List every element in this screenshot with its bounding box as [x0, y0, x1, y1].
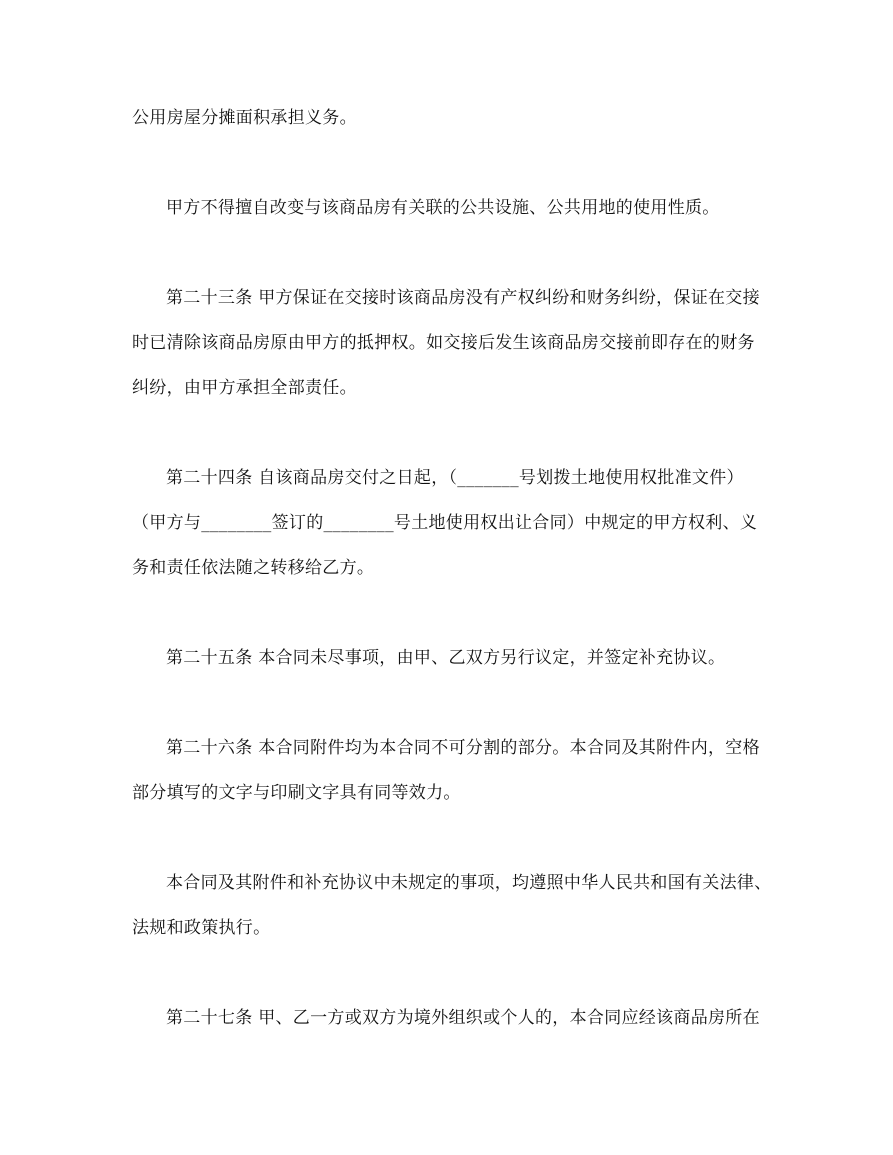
text-line: 甲方不得擅自改变与该商品房有关联的公共设施、公共用地的使用性质。 [166, 198, 720, 218]
text-line: 法规和政策执行。 [132, 918, 271, 938]
text-line: 第二十六条 本合同附件均为本合同不可分割的部分。本合同及其附件内，空格 [166, 738, 760, 758]
article-24 [132, 467, 772, 579]
text-line: 第二十四条 自该商品房交付之日起，（_______号划拨土地使用权批准文件） [166, 468, 744, 488]
article-26 [132, 737, 772, 804]
text-line: 第二十五条 本合同未尽事项，由甲、乙双方另行议定，并签定补充协议。 [166, 648, 726, 668]
paragraph-applicable-law [132, 872, 772, 939]
article-27 [132, 1007, 772, 1029]
paragraph-public-facilities [132, 197, 772, 219]
text-line: 纠纷，由甲方承担全部责任。 [132, 378, 357, 398]
text-line: 部分填写的文字与印刷文字具有同等效力。 [132, 783, 461, 803]
text-line: 第二十三条 甲方保证在交接时该商品房没有产权纠纷和财务纠纷，保证在交接 [166, 288, 760, 308]
text-line: （甲方与________签订的________号土地使用权出让合同）中规定的甲方权利、义 [132, 513, 758, 533]
text-line: 务和责任依法随之转移给乙方。 [132, 558, 375, 578]
article-25 [132, 647, 772, 669]
article-23 [132, 287, 772, 399]
paragraph-continuation [132, 107, 772, 129]
text-line: 第二十七条 甲、乙一方或双方为境外组织或个人的，本合同应经该商品房所在 [166, 1008, 760, 1028]
text-line: 本合同及其附件和补充协议中未规定的事项，均遵照中华人民共和国有关法律、 [166, 873, 772, 893]
text-line: 时已清除该商品房原由甲方的抵押权。如交接后发生该商品房交接前即存在的财务 [132, 333, 755, 353]
text-line: 公用房屋分摊面积承担义务。 [132, 108, 357, 128]
